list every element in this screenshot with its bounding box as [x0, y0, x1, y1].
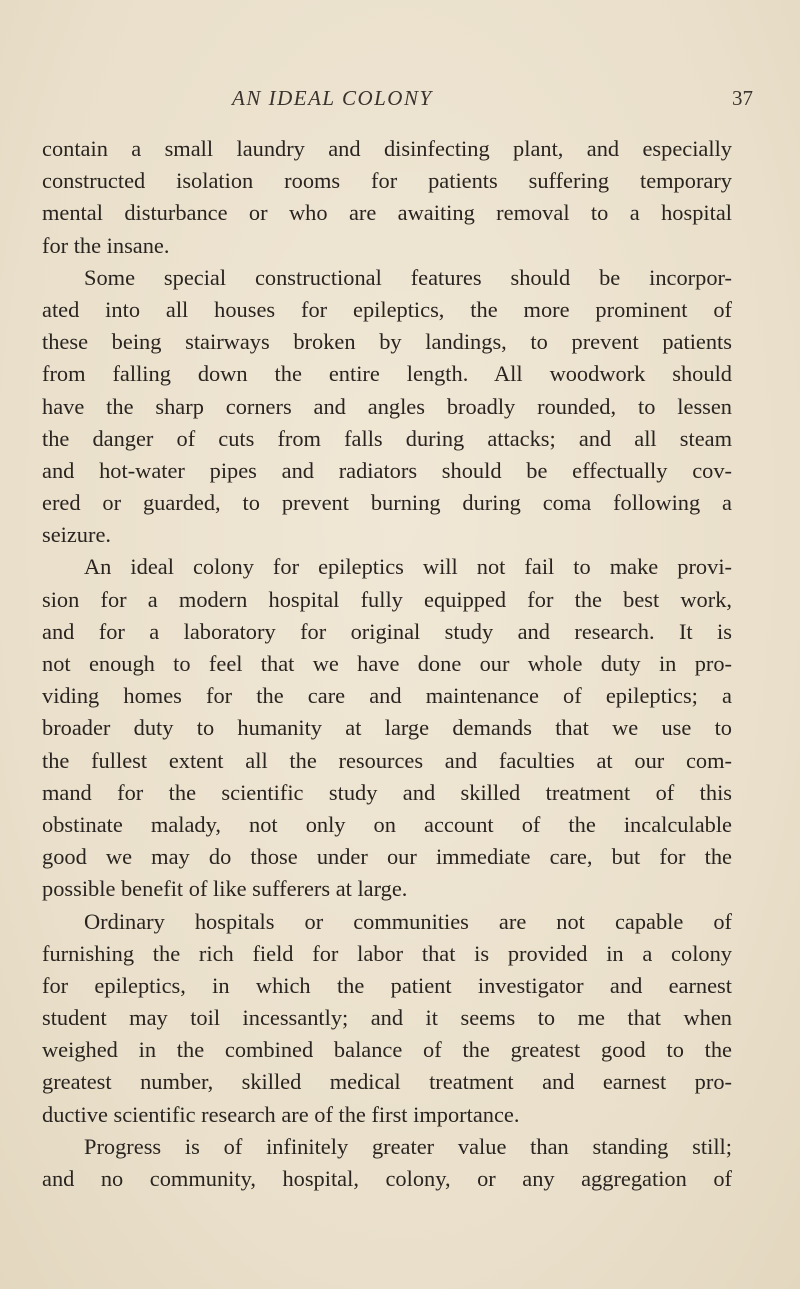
- text-line: seizure.: [42, 522, 111, 548]
- text-line: Progress is of infinitely greater value than standing still;: [84, 1133, 732, 1159]
- text-line: greatest number, skilled medical treatment and earnest pro-: [42, 1069, 732, 1095]
- text-line: sion for a modern hospital fully equipped for the best work,: [42, 586, 732, 612]
- text-line: Ordinary hospitals or communities are not capable of: [84, 908, 732, 934]
- text-line: and hot-water pipes and radiators should be effectually cov-: [42, 457, 732, 483]
- text-line: obstinate malady, not only on account of the incalculable: [42, 811, 732, 837]
- text-line: and for a laboratory for original study and research. It is: [42, 618, 732, 644]
- body-text: [42, 133, 732, 1195]
- text-line: for epileptics, in which the patient investigator and earnest: [42, 972, 732, 998]
- text-line: Some special constructional features should be incorpor-: [84, 264, 732, 290]
- text-line: for the insane.: [42, 232, 170, 258]
- running-head: [0, 86, 800, 116]
- text-line: from falling down the entire length. All woodwork should: [42, 361, 732, 387]
- text-line: broader duty to humanity at large demands that we use to: [42, 715, 732, 741]
- text-line: student may toil incessantly; and it seems to me that when: [42, 1005, 732, 1031]
- text-line: ductive scientific research are of the first importance.: [42, 1101, 520, 1127]
- text-line: possible benefit of like sufferers at large.: [42, 876, 408, 902]
- text-line: viding homes for the care and maintenance of epileptics; a: [42, 683, 732, 709]
- text-line: ered or guarded, to prevent burning during coma following a: [42, 490, 732, 516]
- text-line: weighed in the combined balance of the greatest good to the: [42, 1037, 732, 1063]
- text-line: contain a small laundry and disinfecting plant, and especially: [42, 136, 732, 161]
- text-line: the danger of cuts from falls during attacks; and all steam: [42, 425, 732, 451]
- text-line: good we may do those under our immediate care, but for the: [42, 844, 732, 870]
- text-line: mental disturbance or who are awaiting removal to a hospital: [42, 200, 732, 226]
- text-line: furnishing the rich field for labor that is provided in a colony: [42, 940, 732, 966]
- text-line: these being stairways broken by landings, to prevent patients: [42, 329, 732, 355]
- text-line: and no community, hospital, colony, or any aggregation of: [42, 1166, 732, 1191]
- running-title: AN IDEAL COLONY: [232, 86, 433, 110]
- text-line: constructed isolation rooms for patients suffering temporary: [42, 168, 732, 194]
- page-number: 37: [732, 86, 753, 110]
- text-line: An ideal colony for epileptics will not fail to make provi-: [84, 554, 732, 580]
- text-line: not enough to feel that we have done our whole duty in pro-: [42, 651, 732, 676]
- text-line: mand for the scientific study and skilled treatment of this: [42, 779, 732, 805]
- text-line: have the sharp corners and angles broadly rounded, to lessen: [42, 393, 732, 419]
- text-line: ated into all houses for epileptics, the more prominent of: [42, 296, 732, 322]
- text-line: the fullest extent all the resources and faculties at our com-: [42, 747, 732, 773]
